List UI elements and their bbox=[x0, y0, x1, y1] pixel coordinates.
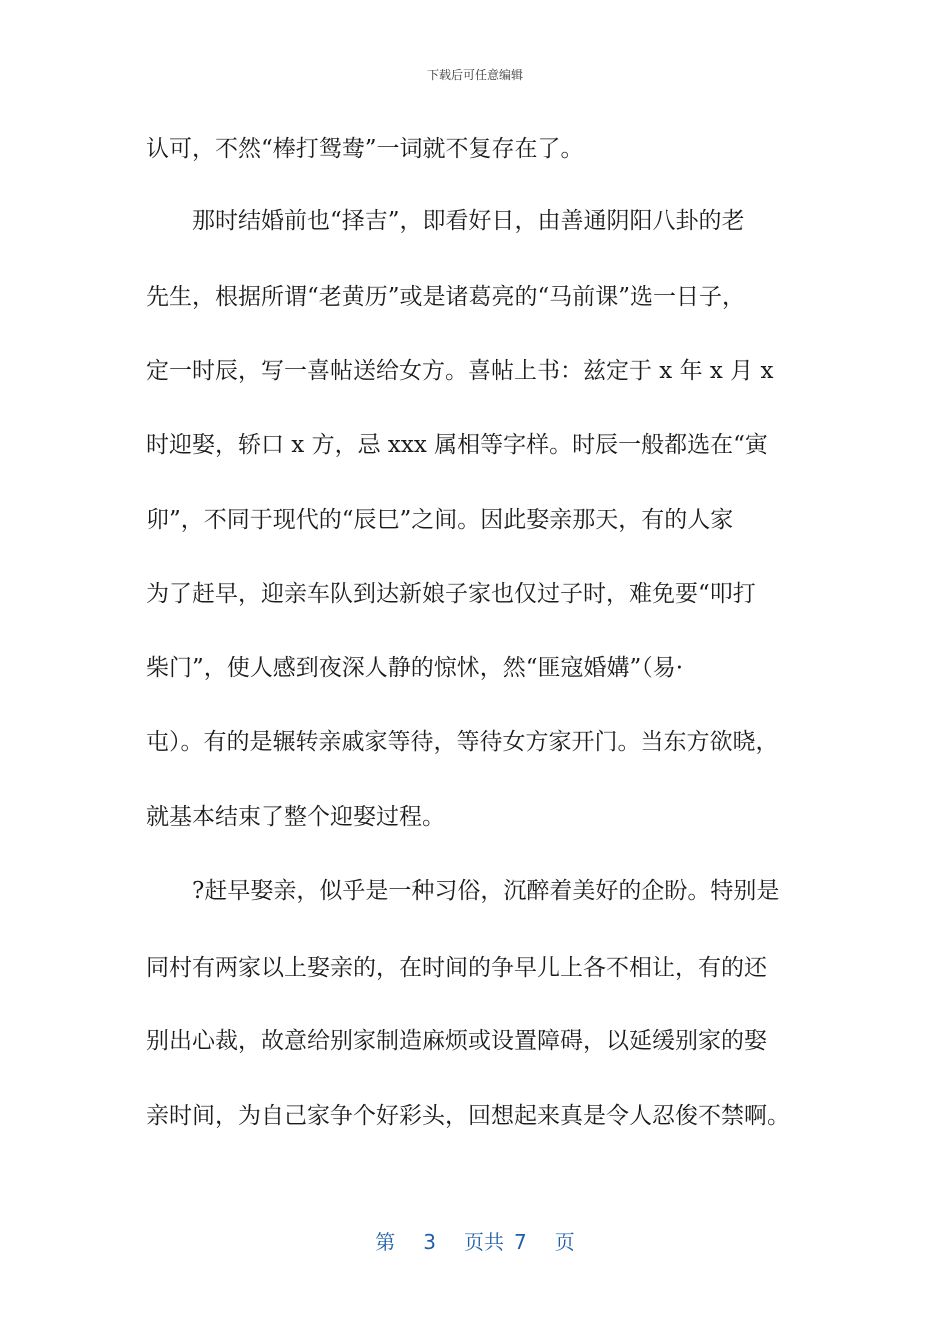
text-line: 为了赶早，迎亲车队到达新娘子家也仅过子时，难免要“叩打 bbox=[146, 581, 756, 607]
footer-suffix: 页 bbox=[554, 1230, 575, 1254]
text-line: 亲时间，为自己家争个好彩头，回想起来真是令人忍俊不禁啊。 bbox=[146, 1103, 790, 1129]
text-line: 定一时辰，写一喜帖送给女方。喜帖上书：兹定于 x 年 x 月 x bbox=[146, 358, 774, 384]
footer-middle: 页共 bbox=[464, 1230, 504, 1254]
text-line: 卯”，不同于现代的“辰巳”之间。因此娶亲那天，有的人家 bbox=[146, 507, 734, 533]
text-line: 柴门”，使人感到夜深人静的惊怵，然“匪寇婚媾”（易· bbox=[146, 655, 684, 681]
page-footer bbox=[0, 1226, 950, 1255]
text-line: 别出心裁，故意给别家制造麻烦或设置障碍，以延缓别家的娶 bbox=[146, 1028, 767, 1054]
text-line: 时迎娶，轿口 x 方，忌 xxx 属相等字样。时辰一般都选在“寅 bbox=[146, 432, 768, 458]
text-line: 同村有两家以上娶亲的，在时间的争早儿上各不相让，有的还 bbox=[146, 955, 767, 981]
text-line: 就基本结束了整个迎娶过程。 bbox=[146, 804, 445, 830]
footer-prefix: 第 bbox=[375, 1230, 396, 1254]
page-header: 下载后可任意编辑 bbox=[426, 68, 523, 82]
text-line: ?赶早娶亲，似乎是一种习俗，沉醉着美好的企盼。特别是 bbox=[146, 878, 780, 904]
text-line: 认可，不然“棒打鸳鸯”一词就不复存在了。 bbox=[146, 136, 584, 162]
text-line: 那时结婚前也“择吉”，即看好日，由善通阴阳八卦的老 bbox=[146, 208, 745, 234]
footer-total-pages: 7 bbox=[514, 1230, 527, 1254]
text-line: 屯）。有的是辗转亲戚家等待，等待女方家开门。当东方欲晓， bbox=[146, 729, 779, 755]
footer-page-number: 3 bbox=[423, 1230, 436, 1254]
text-line: 先生，根据所谓“老黄历”或是诸葛亮的“马前课”选一日子， bbox=[146, 284, 746, 310]
